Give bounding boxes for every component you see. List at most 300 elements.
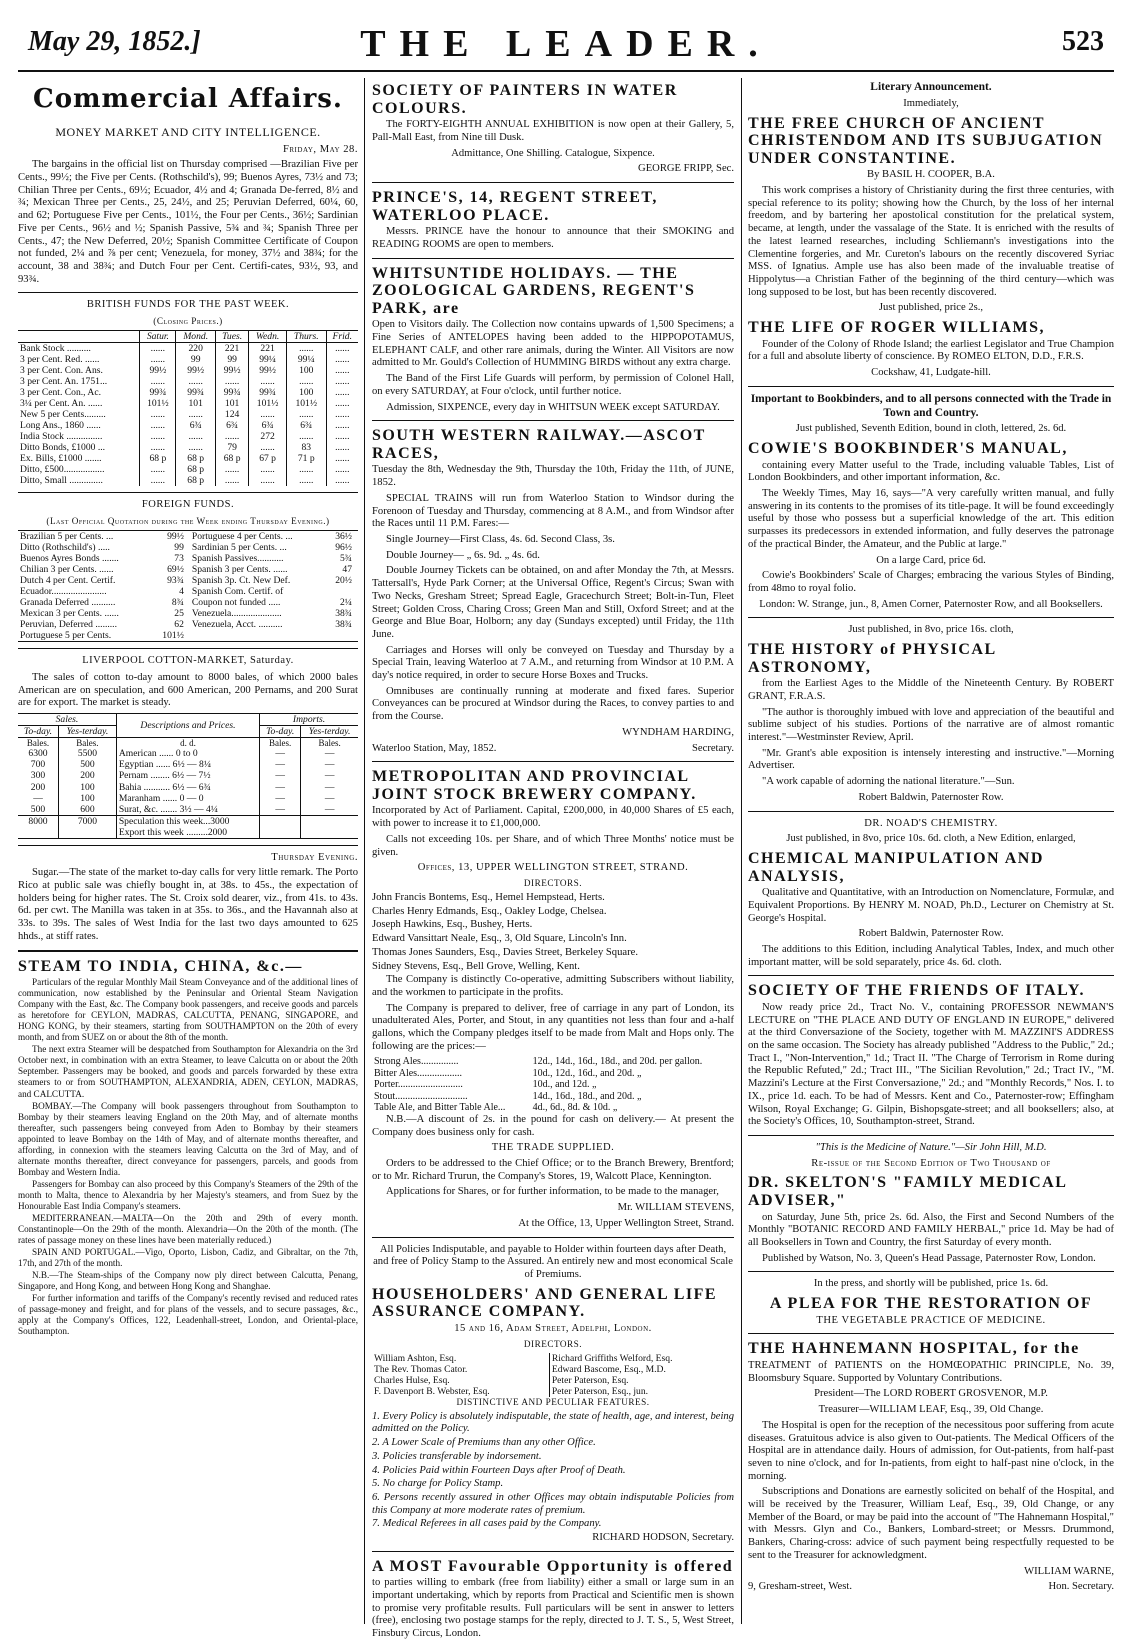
railway-footer xyxy=(372,743,734,756)
table-row xyxy=(18,409,358,420)
plea-press: In the press, and shortly will be published, price 1s. 6d. xyxy=(813,1278,1049,1290)
price-item: Bitter Ales.................. xyxy=(374,1067,463,1079)
painters-admittance: Admittance, One Shilling. Catalogue, Sixpence. xyxy=(451,147,655,159)
table-cell xyxy=(59,827,117,839)
table-cell: ...... xyxy=(140,409,176,420)
table-cell: ...... xyxy=(249,376,287,387)
director-name: Joseph Hawkins, Esq., Bushey, Herts. xyxy=(372,919,533,931)
table-header: Wedn. xyxy=(249,330,287,342)
feature-item: 5. No charge for Policy Stamp. xyxy=(372,1478,504,1490)
table-cell: 4 xyxy=(179,586,184,598)
table-cell: ...... xyxy=(286,431,326,442)
painters-signature: GEORGE FRIPP, Sec. xyxy=(638,163,734,175)
hahnemann-signature: WILLIAM WARNE, xyxy=(1024,1565,1114,1577)
table-cell: 99¾ xyxy=(216,387,249,398)
railway-tickets: Double Journey Tickets can be obtained, on and after Monday the 7th, at Messrs. Tattersall's, Hyde Park Corner; at the Universal Office, Regent's Circus; Swan with Two Necks, Gresham Street; Spread Eagle, Gracechurch Street; Bolt-in-Tun, Fleet Street; Golden Cross, Charing Cross; Green Man and Still, Oxford Street; and at the George and Blue Boar, Holborn; any day (Sundays excepted) until Friday, the 11th June. xyxy=(372,565,734,640)
steam-india-text: Passengers for Bombay can also proceed by this Company's Steamers of the 29th of the month to Malta, thence to Alexandria by her Majesty's steamers, and from Suez by the Honourable East India Company's steamers. xyxy=(18,1178,358,1211)
steam-india-text: BOMBAY.—The Company will book passengers throughout from Southampton to Bombay by their steamers leaving England on the 20th May, and of alternate months thereafter, such passengers being conveyed from Aden to Bombay by their steamers appointed to leave Bombay on the 14th of May, and of alternate months thereafter, and affording, in connexion with the steamers leaving Calcutta on the 3rd of May, and of alternate months thereafter, direct conveyance for passengers, parcels, and goods from Bombay and Western India. xyxy=(18,1100,358,1177)
table-cell: ...... xyxy=(140,376,176,387)
divider xyxy=(18,845,358,846)
painters-title: SOCIETY OF PAINTERS IN WATER COLOURS. xyxy=(372,82,678,117)
divider xyxy=(748,1135,1114,1136)
director-row xyxy=(372,1353,734,1364)
hahnemann-footer xyxy=(748,1581,1114,1594)
table-row xyxy=(18,376,358,387)
table-cell: 101½ xyxy=(249,398,287,409)
cotton-subheader: To-day. xyxy=(260,726,301,738)
table-cell: 100 xyxy=(286,365,326,376)
table-cell: 99½ xyxy=(176,365,216,376)
table-cell: 99¾ xyxy=(176,387,216,398)
table-cell: 3 per Cent. Red. ...... xyxy=(20,354,100,365)
table-cell: ...... xyxy=(286,342,326,354)
steam-india-text: Particulars of the regular Monthly Mail Steam Conveyance and of the additional lines of communication, now established by the Peninsular and Oriental Steam Navigation Company with the East, &c. The Company book passengers, and receive goods and parcels as heretofore for CEYLON, MADRAS, CALCUTTA, PENANG, SINGAPORE, and HONG KONG, by their steamers, starting from SOUTHAMPTON on the 20th of every month, and from SUEZ on or about the 8th of the month. xyxy=(18,977,358,1043)
director-row xyxy=(372,1364,734,1375)
foreign-funds-title: FOREIGN FUNDS. xyxy=(141,499,235,511)
table-cell: Ditto, £500................. xyxy=(20,464,105,476)
table-cell: ...... xyxy=(176,431,216,442)
british-funds-table xyxy=(18,330,358,486)
hahnemann-subtitle: TREATMENT of PATIENTS on the HOMŒOPATHIC PRINCIPLE, No. 39, Bloomsbury Square. Supported by Voluntary Contributions. xyxy=(748,1360,1114,1384)
table-cell: Peruvian, Deferred ......... xyxy=(20,619,117,631)
thursday-evening: Thursday Evening. xyxy=(271,851,358,863)
table-row xyxy=(18,420,358,431)
table-cell: 124 xyxy=(216,409,249,420)
features-list xyxy=(372,1411,734,1531)
steam-india-text: N.B.—The Steam-ships of the Company now ply direct between Calcutta, Penang, Singapore, and Hong Kong, and between Hong Kong and Shanghae. xyxy=(18,1270,358,1292)
roger-price: Just published, price 2s., xyxy=(878,302,984,314)
table-cell: Maranham ...... 0 — 0 xyxy=(116,793,259,804)
table-row xyxy=(18,354,358,365)
brewery-orders: Orders to be addressed to the Chief Office; or to the Branch Brewery, Brentford; or to Mr. Richard Trurun, the Company's Stores, 19, Walcott Place, Kennington. xyxy=(372,1158,734,1182)
table-cell: ...... xyxy=(326,420,358,431)
table-row xyxy=(18,586,358,597)
table-cell: Surat, &c. ....... 3½ — 4¼ xyxy=(116,804,259,816)
table-cell: 6¾ xyxy=(176,420,216,431)
table-cell: Speculation this week...3000 xyxy=(116,815,259,827)
divider xyxy=(18,492,358,493)
divider xyxy=(372,1237,734,1238)
table-row xyxy=(18,759,358,770)
table-cell: 101½ xyxy=(162,630,184,642)
brewery-cooperative: The Company is distinctly Co-operative, admitting Subscribers without liability, and the workmen to participate in the profits. xyxy=(372,974,734,998)
table-cell: ...... xyxy=(140,354,176,365)
table-cell: Dutch 4 per Cent. Certif. xyxy=(20,575,116,587)
issue-date: May 29, 1852.] xyxy=(28,26,201,57)
table-row xyxy=(18,748,358,759)
steam-india-text: SPAIN AND PORTUGAL.—Vigo, Oporto, Lisbon, Cadiz, and Gibraltar, on the 7th, 17th, and 27th of the month. xyxy=(18,1246,358,1268)
table-cell: 3 per Cent. An. 1751... xyxy=(20,376,108,388)
noad-title: DR. NOAD'S CHEMISTRY. xyxy=(864,817,998,829)
noad-edition: Just published, in 8vo, price 10s. 6d. cloth, a New Edition, enlarged, xyxy=(786,833,1076,845)
cotton-subheader: To-day. xyxy=(18,726,59,738)
hahnemann-subscriptions: Subscriptions and Donations are earnestly solicited on behalf of the Hospital, and will be received by the Treasurer, William Leaf, Esq., 39, Old Change, or any Member of the Board, or may be paid into the account of "The Hahnemann Hospital," with Messrs. Glyn and Co., Bankers, Lombard-street; or Messrs. Drummond, Bankers, Charing-cross: advice of such payment being respectfully requested to be sent to the Treasurer for acknowledgment. xyxy=(748,1486,1114,1561)
table-cell: ...... xyxy=(176,442,216,453)
table-cell: ...... xyxy=(326,409,358,420)
table-cell: 200 xyxy=(30,781,46,793)
table-cell: 5500 xyxy=(59,748,117,759)
table-cell: ...... xyxy=(286,409,326,420)
money-market-title: MONEY MARKET AND CITY INTELLIGENCE. xyxy=(55,125,321,140)
skelton-quote: "This is the Medicine of Nature."—Sir John Hill, M.D. xyxy=(815,1142,1047,1153)
cowie-card: On a large Card, price 6d. xyxy=(876,554,986,566)
cowie-scale: Cowie's Bookbinders' Scale of Charges; embracing the various Styles of Binding, from 48mo to royal folio. xyxy=(748,570,1114,594)
table-cell: Bales. xyxy=(260,738,301,749)
price-value: 4d., 6d., 8d. & 10d. „ xyxy=(532,1102,618,1114)
table-cell: Long Ans., 1860 ...... xyxy=(20,420,101,432)
british-funds-subtitle: (Closing Prices.) xyxy=(153,315,223,326)
table-cell: 36½ xyxy=(335,531,352,542)
table-cell: — xyxy=(260,804,301,816)
table-cell: 6¾ xyxy=(286,420,326,431)
table-cell: Sardinian 5 per Cents. ... xyxy=(191,542,287,554)
table-cell: ...... xyxy=(140,342,176,354)
brewery-calls: Calls not exceeding 10s. per Share, and of which Three Months' notice must be given. xyxy=(372,833,734,858)
table-row xyxy=(18,793,358,804)
railway-fares: Single Journey—First Class, 4s. 6d. Second Class, 3s. xyxy=(386,534,615,545)
divider xyxy=(372,420,734,421)
table-cell: ...... xyxy=(326,453,358,464)
cowie-text: containing every Matter useful to the Trade, including valuable Tables, List of London Bookbinders, and other important information, &c. xyxy=(748,459,1114,484)
plea-title: A PLEA FOR THE RESTORATION OF xyxy=(769,1295,1093,1313)
table-cell xyxy=(190,630,326,642)
table-cell: 67 p xyxy=(249,453,287,464)
table-cell: 101 xyxy=(176,398,216,409)
table-cell: Ditto (Rothschild's) ..... xyxy=(20,542,110,554)
roger-williams-text: Founder of the Colony of Rhode Island; the earliest Legislator and True Champion for a full and absolute liberty of conscience. By ROMEO ELTON, D.D., F.R.S. xyxy=(748,338,1114,363)
page-number: 523 xyxy=(1062,26,1104,57)
astronomy-publisher: Robert Baldwin, Paternoster Row. xyxy=(858,791,1004,803)
table-cell: ...... xyxy=(140,442,176,453)
table-cell: — xyxy=(33,792,43,804)
divider xyxy=(18,950,358,952)
table-cell: ...... xyxy=(326,365,358,376)
table-cell: Venezuela..................... xyxy=(191,608,282,620)
table-cell: 99 xyxy=(176,354,216,365)
table-cell: ...... xyxy=(326,387,358,398)
table-row xyxy=(18,453,358,464)
table-header: Thurs. xyxy=(286,330,326,342)
table-cell: — xyxy=(301,793,358,804)
table-cell: Bank Stock .......... xyxy=(20,342,91,354)
director-name: Peter Paterson, Esq. xyxy=(549,1375,734,1386)
table-cell: 221 xyxy=(216,342,249,354)
plea-subtitle: THE VEGETABLE PRACTICE OF MEDICINE. xyxy=(816,1314,1046,1326)
table-cell: Spanish 3p. Ct. New Def. xyxy=(191,575,291,587)
table-row xyxy=(18,553,358,564)
table-cell: 5¾ xyxy=(340,553,352,565)
brewery-title: METROPOLITAN AND PROVINCIAL JOINT STOCK BREWERY COMPANY. xyxy=(372,768,697,803)
director-name: Edward Bascome, Esq., M.D. xyxy=(549,1364,734,1375)
steam-india-text: The next extra Steamer will be despatched from Southampton for Alexandria on the 3rd October next, in combination with an extra Steamer, to leave Calcutta on or about the 20th September. Passengers may be booked, and goods and parcels forwarded by these extra steamers to or from SOUTHAMPTON, ALEXANDRIA, ADEN, CEYLON, MADRAS, and CALCUTTA. xyxy=(18,1044,358,1099)
table-cell: Bales. xyxy=(59,738,117,749)
railway-dates: Tuesday the 8th, Wednesday the 9th, Thursday the 10th, Friday the 11th, of JUNE, 1852. xyxy=(372,464,734,489)
divider xyxy=(748,975,1114,976)
brewery-discount: N.B.—A discount of 2s. in the pound for cash on delivery.— At present the Company does business only for cash. xyxy=(372,1113,734,1138)
divider xyxy=(372,182,734,183)
table-cell: Ditto, Small .............. xyxy=(20,475,103,487)
table-cell: 600 xyxy=(59,804,117,816)
table-cell: ...... xyxy=(326,475,358,486)
table-cell: 99½ xyxy=(140,365,176,376)
hahnemann-text: The Hospital is open for the reception of the necessitous poor suffering from acute diseases. Gratuitous advice is also given to Out-patients. The Medical Officers of the Hospital are in attendance daily. Hours of admission, for Out-patients, from half-past seven to nine o'clock, and for In-patients, from eight to half-past nine o'clock, in the morning. xyxy=(748,1419,1114,1482)
director-name: The Rev. Thomas Cator. xyxy=(374,1363,468,1375)
divider xyxy=(372,1551,734,1552)
chemical-additions: The additions to this Edition, including Analytical Tables, Index, and much other important matter, will be sold separately, price 4s. 6d. cloth. xyxy=(748,943,1114,968)
table-cell: ...... xyxy=(140,475,176,486)
table-cell: 8¾ xyxy=(171,597,184,609)
foreign-funds-table xyxy=(18,530,358,642)
whitsuntide-admission: Admission, SIXPENCE, every day in WHITSUN WEEK except SATURDAY. xyxy=(386,401,720,413)
railway-special: SPECIAL TRAINS will run from Waterloo Station to Windsor during the Forenoon of Tuesday and Thursday, commencing at 8 A.M., and from Windsor after the Races until 11 P.M. Fares:— xyxy=(372,492,734,530)
table-cell: 2¼ xyxy=(340,597,352,609)
table-cell: 500 xyxy=(59,759,117,770)
table-cell: 99¼ xyxy=(286,354,326,365)
table-cell: ...... xyxy=(326,464,358,475)
policies-text: All Policies Indisputable, and payable to Holder within fourteen days after Death, and free of Policy Stamp to the Assured. An entirely new and most economical Scale of Premiums. xyxy=(373,1243,733,1280)
table-cell: 73 xyxy=(174,553,184,565)
householders-directors-label: DIRECTORS. xyxy=(523,1338,583,1349)
cotton-header-descriptions: Descriptions and Prices. xyxy=(116,714,259,738)
table-cell: 300 xyxy=(30,770,46,782)
table-row xyxy=(18,575,358,586)
table-cell: ...... xyxy=(176,376,216,387)
chemical-title: CHEMICAL MANIPULATION AND ANALYSIS, xyxy=(748,849,1044,885)
price-item: Porter.......................... xyxy=(374,1079,463,1091)
divider xyxy=(748,811,1114,812)
director-name: Peter Paterson, Esq., jun. xyxy=(549,1386,734,1397)
railway-station: Waterloo Station, May, 1852. xyxy=(372,742,497,754)
table-cell xyxy=(301,827,358,839)
steam-india-text: MEDITERRANEAN.—MALTA—On the 20th and 29th of every month. Constantinople—On the 29th of the month. Alexandria—On the 20th of the month. (The rates of passage money on these lines have been materially reduced.) xyxy=(18,1212,358,1245)
table-cell: Chilian 3 per Cents. ...... xyxy=(20,564,114,576)
hahnemann-secretary: Hon. Secretary. xyxy=(1048,1581,1114,1593)
price-item: Strong Ales............... xyxy=(374,1056,459,1068)
table-cell: ...... xyxy=(326,354,358,365)
table-cell: — xyxy=(260,759,301,770)
table-cell: — xyxy=(301,748,358,759)
table-cell: — xyxy=(260,748,301,759)
newspaper-title: THE LEADER. xyxy=(360,23,772,65)
table-row xyxy=(18,815,358,827)
cotton-subheader: Yes-terday. xyxy=(301,726,358,738)
literary-title: Literary Announcement. xyxy=(870,81,992,93)
table-row xyxy=(18,608,358,619)
hahnemann-treasurer: Treasurer—WILLIAM LEAF, Esq., 39, Old Change. xyxy=(818,1404,1044,1416)
table-cell: 71 p xyxy=(286,453,326,464)
brewery-prices xyxy=(372,1056,734,1114)
divider xyxy=(18,292,358,293)
railway-fares: Double Journey— „ 6s. 9d. „ 4s. 6d. xyxy=(386,549,540,561)
table-row xyxy=(18,431,358,442)
skelton-publisher: Published by Watson, No. 3, Queen's Head Passage, Paternoster Row, London. xyxy=(762,1252,1096,1264)
table-cell: 221 xyxy=(249,342,287,354)
table-cell: — xyxy=(260,770,301,781)
table-cell: 101½ xyxy=(286,398,326,409)
cowie-title: COWIE'S BOOKBINDER'S MANUAL, xyxy=(748,440,1068,458)
table-cell: 100 xyxy=(59,793,117,804)
table-cell: Buenos Ayres Bonds ....... xyxy=(20,553,119,565)
price-value: 10d., 12d., 16d., and 20d. „ xyxy=(532,1067,642,1079)
householders-address: 15 and 16, Adam Street, Adelphi, London. xyxy=(454,1322,652,1334)
table-cell: 220 xyxy=(176,342,216,354)
divider xyxy=(372,258,734,259)
director-name: Richard Griffiths Welford, Esq. xyxy=(549,1353,734,1364)
chemical-publisher: Robert Baldwin, Paternoster Row. xyxy=(858,928,1004,940)
table-cell xyxy=(18,827,59,839)
table-cell xyxy=(301,815,358,827)
director-row xyxy=(372,1386,734,1397)
table-cell: ...... xyxy=(140,431,176,442)
british-funds-title: BRITISH FUNDS FOR THE PAST WEEK. xyxy=(86,299,290,311)
table-cell: ...... xyxy=(249,409,287,420)
hahnemann-president: President—The LORD ROBERT GROSVENOR, M.P. xyxy=(814,1388,1048,1400)
table-row xyxy=(18,464,358,475)
table-cell: 96½ xyxy=(335,542,352,554)
astronomy-price: Just published, in 8vo, price 16s. cloth, xyxy=(848,624,1014,636)
table-cell: 100 xyxy=(59,782,117,793)
price-row xyxy=(372,1079,734,1091)
table-cell: Mexican 3 per Cents. ...... xyxy=(20,608,119,620)
table-cell: Spanish Com. Certif. of xyxy=(191,586,284,598)
astronomy-quote: "Mr. Grant's able exposition is intensely interesting and instructive."—Morning Advertiser. xyxy=(748,747,1114,772)
table-cell: India Stock ............... xyxy=(20,431,103,443)
table-cell: 69½ xyxy=(167,564,184,576)
table-cell: Egyptian ...... 6½ — 8¼ xyxy=(116,759,259,770)
table-cell: 272 xyxy=(249,431,287,442)
table-cell: — xyxy=(301,770,358,781)
hahnemann-title: THE HAHNEMANN HOSPITAL, for the xyxy=(748,1340,1080,1358)
table-cell: 68 p xyxy=(216,453,249,464)
householders-title: HOUSEHOLDERS' AND GENERAL LIFE ASSURANCE COMPANY. xyxy=(372,1285,718,1321)
whitsuntide-text: Open to Visitors daily. The Collection now contains upwards of 1,500 Specimens; a Fine Series of ANTELOPES having been added to the HIPPOPOTAMUS, ELEPHANT CALF, and other rare animals, during the Winter. All Visitors are now admitted to Mr. Gould's Collection of HUMMING BIRDS without any extra charge. xyxy=(372,319,734,369)
table-cell: 68 p xyxy=(140,453,176,464)
painters-text: The FORTY-EIGHTH ANNUAL EXHIBITION is now open at their Gallery, 5, Pall-Mall East, from Nine till Dusk. xyxy=(372,119,734,143)
table-cell: 6¾ xyxy=(216,420,249,431)
column-2 xyxy=(372,78,734,1640)
table-header: Satur. xyxy=(140,330,176,342)
table-cell: ...... xyxy=(249,464,287,475)
brewery-office: At the Office, 13, Upper Wellington Street, Strand. xyxy=(518,1217,734,1229)
money-market-text: The bargains in the official list on Thursday comprised —Brazilian Five per Cents., 99½; the Five per Cents. (Rothschild's), 99; Buenos Ayres, 73½ and 73; Chilian Three per Cents., 69½; Ecuador, 4½ and 4; Granada De-ferred, 8½ and ¾; Mexican Three per Cents., 25, 24½, and 25; Peruvian Deferred, 60¼, 60, and 62; Portuguese Five per Cents., 101½, the Four per Cents., 36½; Sardinian Five per Cents., 96½ and ½; Spanish Passive, 5¾ and ¾; Spanish Three per Cents., 47; the New Deferred, 20½; Spanish Committee Certificate of Coupon not funded, 2¼ and ⅞ per cent; Venezuela, for money, 37½ and 38¾; for the account, 38 and 38¾; and Dutch Four per Cent. Certifi-cates, 93½, 93, and 93¾. xyxy=(18,159,358,285)
table-cell: ...... xyxy=(140,464,176,475)
whitsuntide-title: WHITSUNTIDE HOLIDAYS. — THE ZOOLOGICAL GARDENS, REGENT'S PARK, are xyxy=(372,264,696,317)
table-row xyxy=(18,398,358,409)
railway-secretary: Secretary. xyxy=(692,742,734,754)
table-cell: American ...... 0 to 0 xyxy=(116,748,259,759)
director-name: Charles Henry Edmands, Esq., Oakley Lodge, Chelsea. xyxy=(372,905,607,917)
price-row xyxy=(372,1056,734,1068)
table-row xyxy=(18,738,358,749)
table-row xyxy=(18,542,358,553)
table-cell: ...... xyxy=(216,431,249,442)
table-cell: Bales. xyxy=(301,738,358,749)
column-divider xyxy=(741,78,742,1624)
prince-text: Messrs. PRINCE have the honour to announce that their SMOKING and READING ROOMS are open to members. xyxy=(372,226,734,250)
brewery-delivery: The Company is prepared to deliver, free of carriage in any part of London, its unadulterated Ales, Porter, and Stout, in any quantities not less than four and a-half gallons, which the Company pledges itself to be made from Malt and Hops only. The following are the prices:— xyxy=(372,1002,734,1052)
skelton-reissue: Re-issue of the Second Edition of Two Thousand of xyxy=(811,1157,1051,1169)
feature-item: 4. Policies Paid within Fourteen Days after Proof of Death. xyxy=(372,1464,626,1476)
table-cell: Spanish 3 per Cents. ...... xyxy=(191,564,288,576)
table-row xyxy=(18,597,358,608)
table-cell: 200 xyxy=(59,770,117,781)
table-cell: 3 per Cent. Con. Ans. xyxy=(20,365,103,377)
householders-directors xyxy=(372,1353,734,1397)
director-name: Charles Hulse, Esq. xyxy=(374,1374,450,1386)
table-cell: 99¾ xyxy=(249,387,287,398)
table-cell: d. d. xyxy=(116,738,259,749)
feature-item: 2. A Lower Scale of Premiums than any other Office. xyxy=(372,1437,596,1449)
table-cell: — xyxy=(301,759,358,770)
table-row xyxy=(18,619,358,630)
table-row xyxy=(18,804,358,816)
table-cell: 6300 xyxy=(28,748,48,760)
table-cell: ...... xyxy=(286,475,326,486)
cotton-table xyxy=(18,713,358,839)
brewery-offices: Offices, 13, UPPER WELLINGTON STREET, STRAND. xyxy=(417,862,689,874)
railway-signature: WYNDHAM HARDING, xyxy=(622,726,734,738)
table-cell: Portuguese 5 per Cents. xyxy=(20,630,112,642)
householders-signature: RICHARD HODSON, Secretary. xyxy=(592,1532,734,1544)
cotton-header-sales: Sales. xyxy=(18,714,116,726)
divider xyxy=(748,1333,1114,1334)
table-row xyxy=(18,442,358,453)
table-cell: — xyxy=(301,804,358,816)
table-cell: 38¾ xyxy=(335,608,352,620)
table-cell xyxy=(260,815,301,827)
table-cell: 20½ xyxy=(335,575,352,587)
brewery-directors-label: DIRECTORS. xyxy=(523,877,583,888)
italy-title: SOCIETY OF THE FRIENDS OF ITALY. xyxy=(748,982,1085,1000)
sugar-text: Sugar.—The state of the market to-day calls for very little remark. The Porto Rico at public sale was chiefly bought in, at 38s. to 45s., the expectation of holders being for higher rates. The St. Croix sold dearer, viz., from 41s. to 43s. 6d. per cwt. The Manilla was taken in at 35s. to 36s., and the Havannah also at 33s. to 39s. The sales of West India for the last two days amounted to 625 hhds., at stiff rates. xyxy=(18,867,358,942)
railway-omnibuses: Omnibuses are continually running at moderate and fixed fares. Superior Conveyances can be procured at Windsor during the Races, to convey parties to and from the Course. xyxy=(372,685,734,723)
table-row xyxy=(18,475,358,486)
table-cell: 47 xyxy=(342,564,352,576)
table-cell: Venezuela, Acct. .......... xyxy=(191,619,283,631)
director-row xyxy=(372,1375,734,1386)
table-cell: 99½ xyxy=(216,365,249,376)
roger-williams-title: THE LIFE OF ROGER WILLIAMS, xyxy=(748,319,1045,337)
skelton-text: on Saturday, June 5th, price 2s. 6d. Also, the First and Second Numbers of the Monthly "BOTANIC RECORD AND FAMILY HERBAL," price 1d. May be had of all Booksellers in Town and Country, the first Saturday of every month. xyxy=(748,1211,1114,1248)
table-cell: ...... xyxy=(216,376,249,387)
opportunity-title: A MOST Favourable Opportunity is offered xyxy=(372,1557,734,1575)
table-cell: — xyxy=(260,782,301,793)
table-row xyxy=(18,630,358,642)
table-cell: 83 xyxy=(286,442,326,453)
price-value: 10d., and 12d. „ xyxy=(532,1079,597,1091)
table-cell: 3¼ per Cent. An. ...... xyxy=(20,398,103,410)
table-cell: 3 per Cent. Con., Ac. xyxy=(20,387,102,399)
table-cell: 99 xyxy=(174,542,184,554)
table-cell: 500 xyxy=(30,803,46,815)
section-heading: Commercial Affairs. xyxy=(33,84,343,114)
table-row xyxy=(18,782,358,793)
table-cell: 99¼ xyxy=(249,354,287,365)
director-name: Thomas Jones Saunders, Esq., Davies Street, Berkeley Square. xyxy=(372,946,638,958)
director-name: William Ashton, Esq. xyxy=(374,1352,457,1364)
table-cell: ...... xyxy=(286,376,326,387)
railway-carriages: Carriages and Horses will only be conveyed on Tuesday and Thursday by a Special Train, leaving Waterloo at 7 A.M., and returning from Windsor at 10 P.M. A day's notice required, in order to secure Horse Boxes and Trucks. xyxy=(372,644,734,682)
table-cell xyxy=(326,630,358,642)
immediately: Immediately, xyxy=(903,97,959,109)
railway-title: SOUTH WESTERN RAILWAY.—ASCOT RACES, xyxy=(372,427,706,462)
table-cell: ...... xyxy=(326,342,358,354)
table-cell: ...... xyxy=(176,409,216,420)
director-name: F. Davenport B. Webster, Esq. xyxy=(374,1385,490,1397)
table-cell: ...... xyxy=(286,464,326,475)
table-cell: ...... xyxy=(249,442,287,453)
roger-williams-publisher: Cockshaw, 41, Ludgate-hill. xyxy=(871,367,991,379)
